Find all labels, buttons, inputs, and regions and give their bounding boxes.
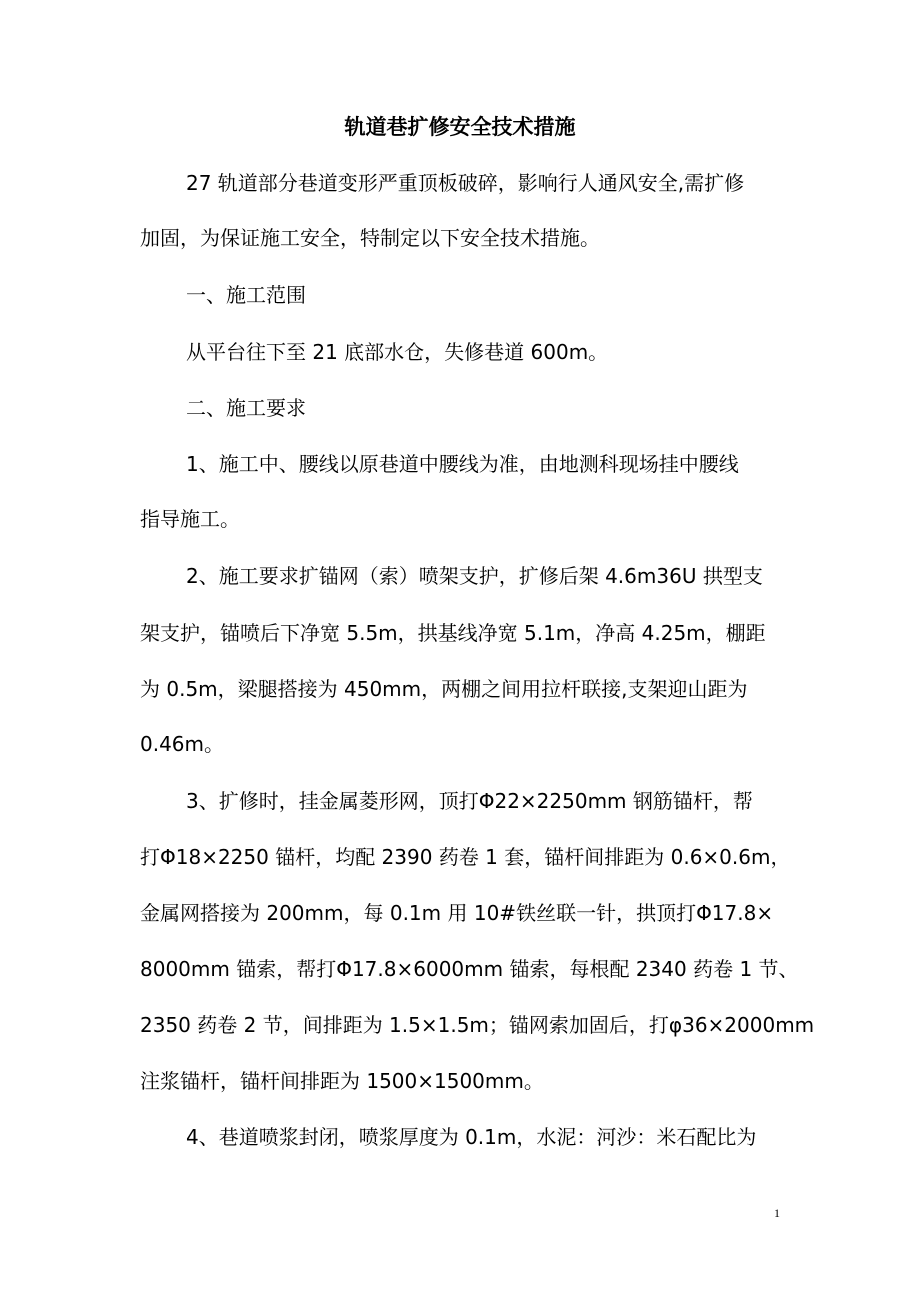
page-number: 1 [774,1206,780,1220]
item-2-line-4: 0.46m。 [140,732,225,756]
item-2-line-1: 2、施工要求扩锚网（索）喷架支护，扩修后架 4.6m36U 拱型支 [186,564,763,588]
paragraph-scope: 从平台往下至 21 底部水仓，失修巷道 600m。 [186,340,609,364]
item-3-line-1: 3、扩修时，挂金属菱形网，顶打Φ22×2250mm 钢筋锚杆，帮 [186,789,753,813]
document-title: 轨道巷扩修安全技术措施 [344,115,576,139]
item-3-line-4: 8000mm 锚索，帮打Φ17.8×6000mm 锚索，每根配 2340 药卷 1 节、 [140,957,799,981]
section-heading-scope: 一、施工范围 [186,283,306,307]
item-3-line-2: 打Φ18×2250 锚杆，均配 2390 药卷 1 套，锚杆间排距为 0.6×0.6m， [140,845,791,869]
item-1-line-2: 指导施工。 [140,507,240,531]
paragraph-intro-line-2: 加固，为保证施工安全，特制定以下安全技术措施。 [140,226,600,250]
item-3-line-6: 注浆锚杆，锚杆间排距为 1500×1500mm。 [140,1069,544,1093]
item-2-line-2: 架支护，锚喷后下净宽 5.5m，拱基线净宽 5.1m，净高 4.25m，棚距 [140,621,766,645]
item-3-line-3: 金属网搭接为 200mm，每 0.1m 用 10#铁丝联一针，拱顶打Φ17.8× [140,901,774,925]
item-4-line-1: 4、巷道喷浆封闭，喷浆厚度为 0.1m，水泥：河沙：米石配比为 [186,1125,757,1149]
paragraph-intro-line-1: 27 轨道部分巷道变形严重顶板破碎，影响行人通风安全,需扩修 [186,171,745,195]
item-3-line-5: 2350 药卷 2 节，间排距为 1.5×1.5m；锚网索加固后，打φ36×2000mm [140,1013,815,1037]
item-1-line-1: 1、施工中、腰线以原巷道中腰线为准，由地测科现场挂中腰线 [186,452,739,476]
section-heading-requirements: 二、施工要求 [186,396,306,420]
item-2-line-3: 为 0.5m，梁腿搭接为 450mm，两棚之间用拉杆联接,支架迎山距为 [140,677,748,701]
